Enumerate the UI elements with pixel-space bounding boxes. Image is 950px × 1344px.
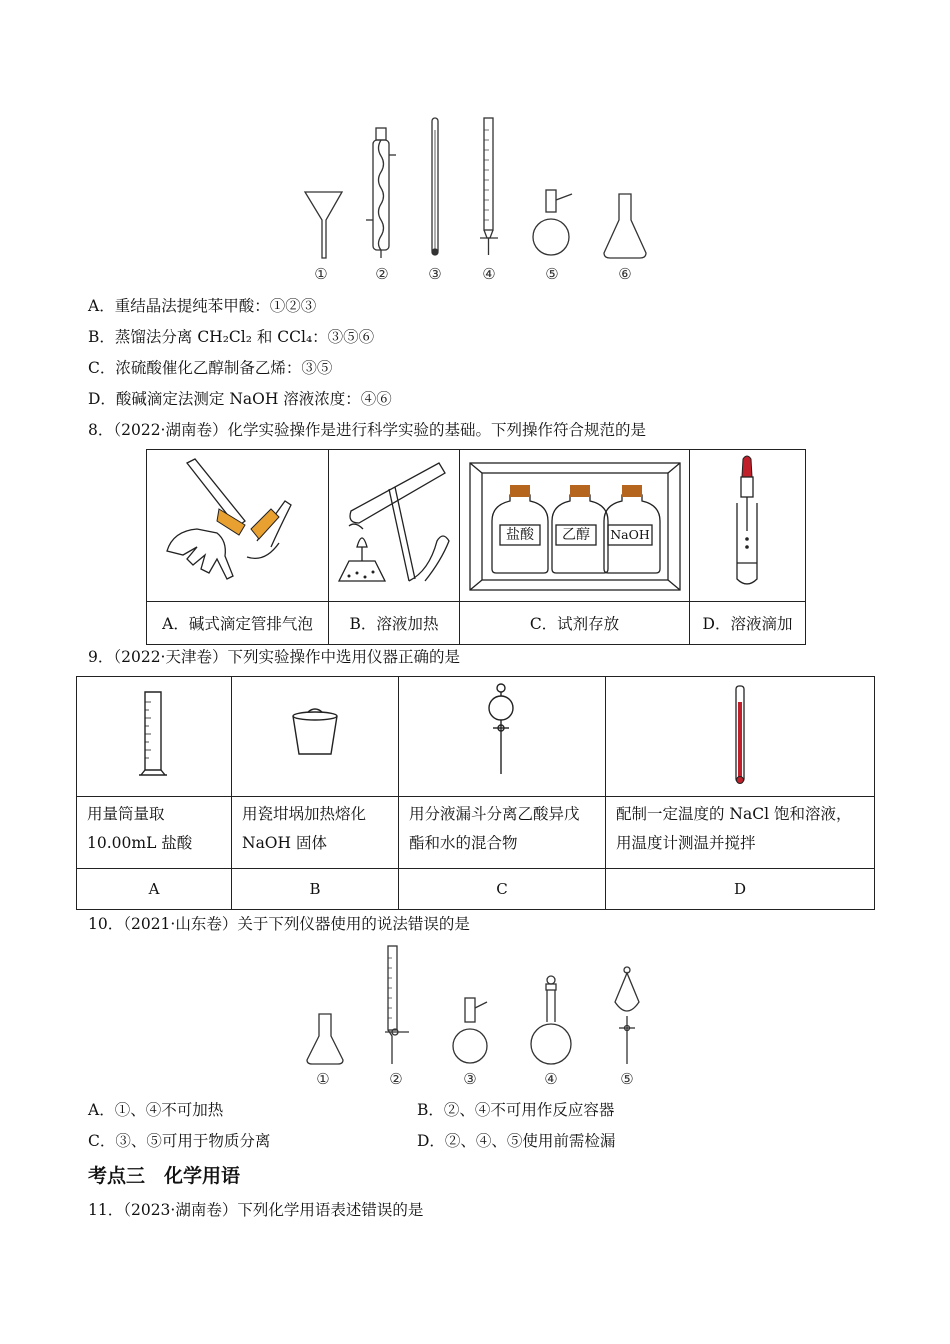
q9-label-b: B [232, 869, 399, 910]
apparatus-figure-1 [290, 110, 670, 265]
q9-desc-c-line2: 酯和水的混合物 [409, 834, 518, 852]
q7-option-d: D．酸碱滴定法测定 NaOH 溶液浓度：④⑥ [88, 390, 392, 408]
q8-image-d [690, 450, 806, 602]
q8-image-b [329, 450, 460, 602]
separatory-funnel-2-icon [615, 967, 639, 1064]
crucible-icon [232, 678, 398, 796]
figure2-label-3: ③ [463, 1070, 477, 1088]
funnel-icon [305, 192, 342, 258]
q9-desc-a-line2: 10.00mL 盐酸 [87, 834, 193, 852]
q8-table [146, 449, 806, 645]
q9-desc-d [606, 797, 875, 869]
q11-stem: 11．（2023·湖南卷）下列化学用语表述错误的是 [88, 1201, 424, 1219]
condenser-icon [366, 128, 396, 258]
conical-flask-2-icon [307, 1014, 343, 1064]
q10-stem: 10．（2021·山东卷）关于下列仪器使用的说法错误的是 [88, 915, 470, 933]
figure1-label-3: ③ [428, 265, 442, 283]
q9-desc-c [399, 797, 606, 869]
bottle-label-hcl: 盐酸 [506, 526, 534, 543]
q9-desc-a-line1: 用量筒量取 [87, 805, 165, 823]
q9-image-b [232, 677, 399, 797]
dropper-test-tube-icon [690, 451, 805, 601]
q9-desc-b [232, 797, 399, 869]
thermometer-red-icon [606, 678, 874, 796]
q7-option-a: A．重结晶法提纯苯甲酸：①②③ [88, 297, 317, 315]
thermometer-icon [432, 118, 438, 255]
figure1-label-6: ⑥ [618, 265, 632, 283]
conical-flask-icon [604, 194, 646, 258]
q9-desc-b-line1: 用瓷坩埚加热熔化 [242, 805, 367, 823]
figure2-label-2: ② [389, 1070, 403, 1088]
q9-label-d: D [606, 869, 875, 910]
burette-bubble-removal-icon [147, 451, 328, 601]
q9-desc-c-line1: 用分液漏斗分离乙酸异戊 [409, 805, 580, 823]
figure2-label-1: ① [316, 1070, 330, 1088]
q8-caption-b: B．溶液加热 [329, 602, 460, 645]
q8-stem: 8．（2022·湖南卷）化学实验操作是进行科学实验的基础。下列操作符合规范的是 [88, 421, 646, 439]
q10-option-d: D．②、④、⑤使用前需检漏 [417, 1132, 616, 1150]
q10-option-a: A．①、④不可加热 [88, 1101, 224, 1119]
q9-desc-d-line2: 用温度计测温并搅拌 [616, 834, 756, 852]
distillation-flask-icon [533, 190, 572, 255]
q9-label-c: C [399, 869, 606, 910]
q9-image-c [399, 677, 606, 797]
q8-image-c [460, 450, 690, 602]
q10-option-b: B．②、④不可用作反应容器 [417, 1101, 615, 1119]
section-heading: 考点三 化学用语 [88, 1165, 241, 1187]
q8-caption-d: D．溶液滴加 [690, 602, 806, 645]
acid-burette-icon [385, 946, 409, 1064]
graduated-cylinder-icon [77, 678, 231, 796]
figure1-label-2: ② [375, 265, 389, 283]
q9-table [76, 676, 875, 910]
q9-stem: 9．（2022·天津卷）下列实验操作中选用仪器正确的是 [88, 648, 460, 666]
q8-image-a [147, 450, 329, 602]
figure2-label-5: ⑤ [620, 1070, 634, 1088]
separatory-funnel-icon [399, 678, 605, 796]
burette-icon [480, 118, 498, 255]
q8-caption-a: A．碱式滴定管排气泡 [147, 602, 329, 645]
apparatus-figure-2 [295, 940, 655, 1070]
figure1-label-1: ① [314, 265, 328, 283]
q9-desc-d-line1: 配制一定温度的 NaCl 饱和溶液， [616, 805, 852, 823]
q9-desc-a [77, 797, 232, 869]
q9-label-a: A [77, 869, 232, 910]
q9-image-a [77, 677, 232, 797]
figure2-label-4: ④ [544, 1070, 558, 1088]
bottle-label-naoh: NaOH [610, 526, 650, 542]
q10-option-c: C．③、⑤可用于物质分离 [88, 1132, 271, 1150]
figure1-label-4: ④ [482, 265, 496, 283]
figure1-label-5: ⑤ [545, 265, 559, 283]
q9-desc-b-line2: NaOH 固体 [242, 834, 327, 852]
volumetric-flask-icon [531, 976, 571, 1064]
q7-option-b: B．蒸馏法分离 CH₂Cl₂ 和 CCl₄：③⑤⑥ [88, 328, 375, 346]
q8-caption-c: C．试剂存放 [460, 602, 690, 645]
distillation-flask-2-icon [453, 998, 487, 1063]
bottle-label-ethanol: 乙醇 [562, 526, 590, 543]
test-tube-heating-icon [329, 451, 459, 601]
q9-image-d [606, 677, 875, 797]
q7-option-c: C．浓硫酸催化乙醇制备乙烯：③⑤ [88, 359, 333, 377]
